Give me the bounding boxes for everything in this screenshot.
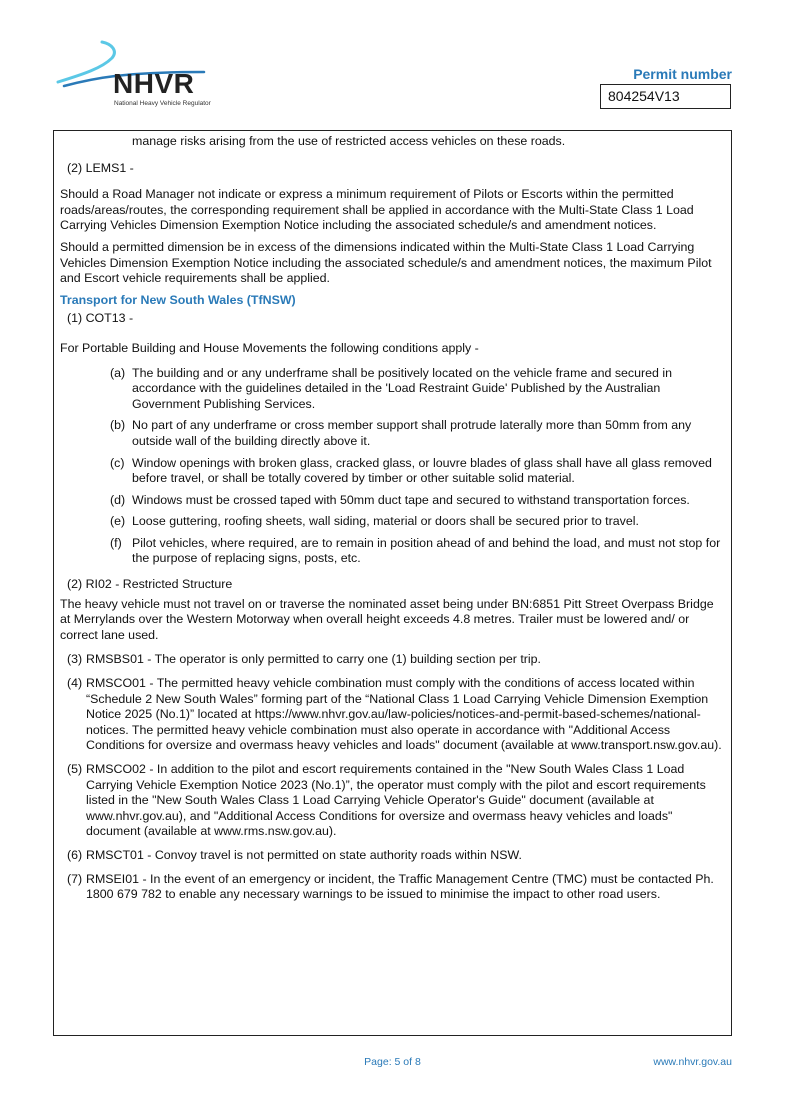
list-item bbox=[60, 514, 725, 530]
list-item bbox=[60, 456, 725, 487]
section-heading-tfnsw: Transport for New South Wales (TfNSW) bbox=[60, 292, 296, 307]
condition-item bbox=[60, 762, 725, 840]
list-item-label: (a) bbox=[110, 365, 126, 380]
condition-item-label: (4) bbox=[67, 676, 83, 691]
condition-item-label: (6) bbox=[67, 847, 83, 862]
permit-number-value: 804254V13 bbox=[600, 84, 731, 109]
footer-website-link[interactable]: www.nhvr.gov.au bbox=[653, 1056, 732, 1068]
list-item-text: Pilot vehicles, where required, are to remain in position ahead of and behind the load, and must not stop for the purpose of replacing signs, posts, etc. bbox=[132, 535, 721, 566]
condition-code-ri02: (2) RI02 - Restricted Structure bbox=[67, 577, 233, 592]
permit-conditions bbox=[60, 134, 725, 911]
condition-item bbox=[60, 872, 725, 903]
cot13-intro: For Portable Building and House Movements the following conditions apply - bbox=[60, 340, 479, 355]
permit-number-label: Permit number bbox=[633, 66, 732, 82]
list-item-label: (b) bbox=[110, 418, 126, 433]
ri02-text: The heavy vehicle must not travel on or traverse the nominated asset being under BN:6851 Pitt Street Overpass Bridge at Merrylands over the Western Motorway when overall height exceeds 4.8 metres. Trailer must be lowered and/ or correct lane used. bbox=[60, 596, 714, 642]
condition-item bbox=[60, 676, 725, 754]
logo-wordmark: NHVR bbox=[113, 68, 195, 99]
list-item-text: No part of any underframe or cross member support shall protrude laterally more than 50mm from any outside wall of the building directly above it. bbox=[132, 418, 692, 448]
condition-code-cot13: (1) COT13 - bbox=[67, 311, 134, 326]
condition-item-text: RMSCO02 - In addition to the pilot and escort requirements contained in the "New South Wales Class 1 Load Carrying Vehicle Exemption Notice 2023 (No.1)”, the operator must comply with the pilot and escort requirements listed in the "New South Wales Class 1 Load Carrying Vehicle Operator's Guide" document (available at www.nhvr.gov.au), and "Additional Access Conditions for oversize and overmass heavy vehicles and loads" document (available at www.rms.nsw.gov.au). bbox=[86, 762, 706, 839]
continued-text: manage risks arising from the use of restricted access vehicles on these roads. bbox=[132, 134, 566, 148]
lems1-paragraph-1: Should a Road Manager not indicate or express a minimum requirement of Pilots or Escorts within the permitted roads/areas/routes, the corresponding requirement shall be applied in accordance with the Multi-State Class 1 Load Carrying Vehicles Dimension Exemption Notice including the associated schedule/s and amendment notices. bbox=[60, 187, 694, 233]
condition-item bbox=[60, 848, 725, 864]
condition-item-label: (3) bbox=[67, 652, 83, 667]
list-item-text: Loose guttering, roofing sheets, wall siding, material or doors shall be secured prior to travel. bbox=[132, 514, 639, 529]
list-item-label: (c) bbox=[110, 455, 125, 470]
list-item-label: (d) bbox=[110, 492, 126, 507]
condition-item-text: RMSCT01 - Convoy travel is not permitted on state authority roads within NSW. bbox=[86, 847, 522, 862]
list-item-label: (e) bbox=[110, 514, 126, 529]
list-item bbox=[60, 493, 725, 509]
lems1-paragraph-2: Should a permitted dimension be in excess of the dimensions indicated within the Multi-State Class 1 Load Carrying Vehicles Dimension Exemption Notice including the associated schedule/s and amendment notices, the maximum Pilot and Escort vehicle requirements shall be applied. bbox=[60, 239, 712, 286]
list-item bbox=[60, 418, 725, 449]
list-item-text: The building and or any underframe shall be positively located on the vehicle frame and secured in accordance with the guidelines detailed in the 'Load Restraint Guide' Published by the Australian Government Publishing Services. bbox=[132, 365, 673, 411]
condition-code-lems1: (2) LEMS1 - bbox=[67, 160, 134, 175]
list-item-text: Window openings with broken glass, cracked glass, or louvre blades of glass shall have all glass removed before travel, or shall be totally covered by timber or other suitable solid material. bbox=[132, 455, 712, 486]
list-item bbox=[60, 366, 725, 413]
nhvr-logo bbox=[54, 38, 224, 112]
condition-item-text: RMSEI01 - In the event of an emergency or incident, the Traffic Management Centre (TMC) must be contacted Ph. 1800 679 782 to enable any necessary warnings to be issued to minimise the impact to other road users. bbox=[86, 871, 714, 902]
condition-item-label: (5) bbox=[67, 762, 83, 776]
logo-subtitle: National Heavy Vehicle Regulator bbox=[114, 100, 211, 107]
page-indicator: Page: 5 of 8 bbox=[364, 1056, 421, 1068]
list-item-text: Windows must be crossed taped with 50mm duct tape and secured to withstand transportation forces. bbox=[132, 492, 690, 507]
condition-item-text: RMSCO01 - The permitted heavy vehicle combination must comply with the conditions of access located within “Schedule 2 New South Wales” forming part of the “National Class 1 Load Carrying Vehicle Dimension Exemption Notice 2025 (No.1)” located at https://www.nhvr.gov.au/law-policies/notices-and-permit-based-schemes/national-notices. The permitted heavy vehicle combination must also operate in accordance with "Additional Access Conditions for oversize and overmass heavy vehicles and loads" document (available at www.transport.nsw.gov.au). bbox=[86, 676, 722, 753]
cot13-conditions-list bbox=[60, 366, 725, 568]
condition-item-text: RMSBS01 - The operator is only permitted to carry one (1) building section per trip. bbox=[86, 652, 541, 667]
list-item bbox=[60, 536, 725, 567]
list-item-label: (f) bbox=[110, 535, 122, 550]
condition-item-label: (7) bbox=[67, 871, 83, 886]
condition-item bbox=[60, 652, 725, 668]
